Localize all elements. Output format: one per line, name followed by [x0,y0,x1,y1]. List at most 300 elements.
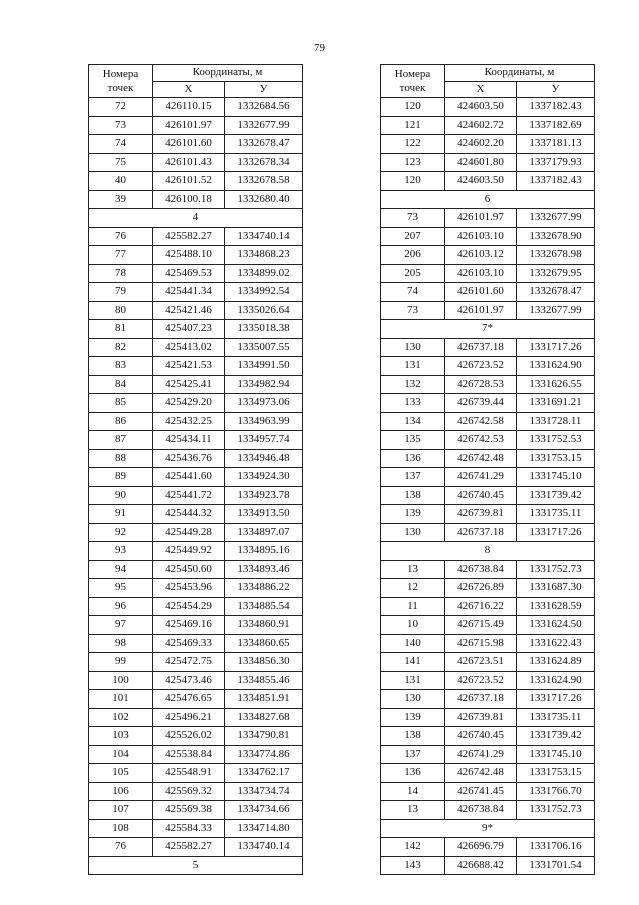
table-row [89,690,303,709]
y-coordinate-cell: 1334897.07 [225,523,303,542]
y-coordinate-cell: 1331766.70 [517,782,595,801]
y-coordinate-cell: 1331745.10 [517,745,595,764]
point-number-cell: 130 [381,690,445,709]
point-number-cell: 93 [89,542,153,561]
header-coordinates: Координаты, м [153,65,303,82]
table-row [381,283,595,302]
table-row [381,597,595,616]
x-coordinate-cell: 426110.15 [153,98,225,117]
table-row [381,153,595,172]
table-row [89,542,303,561]
y-coordinate-cell: 1331691.21 [517,394,595,413]
x-coordinate-cell: 424601.80 [445,153,517,172]
x-coordinate-cell: 426101.97 [445,301,517,320]
table-row [381,412,595,431]
point-number-cell: 81 [89,320,153,339]
section-label: 4 [89,209,303,228]
x-coordinate-cell: 426739.81 [445,505,517,524]
y-coordinate-cell: 1331739.42 [517,727,595,746]
point-number-cell: 103 [89,727,153,746]
point-number-cell: 133 [381,394,445,413]
header-coordinates: Координаты, м [445,65,595,82]
point-number-cell: 87 [89,431,153,450]
header-point-number-line2: точек [107,82,134,94]
point-number-cell: 141 [381,653,445,672]
x-coordinate-cell: 425582.27 [153,227,225,246]
point-number-cell: 142 [381,838,445,857]
x-coordinate-cell: 426741.29 [445,745,517,764]
x-coordinate-cell: 426741.45 [445,782,517,801]
x-coordinate-cell: 425436.76 [153,449,225,468]
section-row [381,819,595,838]
y-coordinate-cell: 1331624.90 [517,357,595,376]
table-row [381,782,595,801]
y-coordinate-cell: 1332678.47 [517,283,595,302]
x-coordinate-cell: 425432.25 [153,412,225,431]
x-coordinate-cell: 425496.21 [153,708,225,727]
x-coordinate-cell: 425569.38 [153,801,225,820]
point-number-cell: 139 [381,708,445,727]
x-coordinate-cell: 426723.52 [445,671,517,690]
table-row [89,671,303,690]
x-coordinate-cell: 425548.91 [153,764,225,783]
point-number-cell: 92 [89,523,153,542]
table-row [89,338,303,357]
section-label: 5 [89,856,303,875]
x-coordinate-cell: 426103.10 [445,264,517,283]
section-label: 8 [381,542,595,561]
x-coordinate-cell: 425413.02 [153,338,225,357]
point-number-cell: 94 [89,560,153,579]
table-row [381,523,595,542]
x-coordinate-cell: 425469.33 [153,634,225,653]
table-row [381,764,595,783]
table-row [381,357,595,376]
table-row [89,505,303,524]
x-coordinate-cell: 425441.34 [153,283,225,302]
x-coordinate-cell: 426101.60 [445,283,517,302]
point-number-cell: 136 [381,449,445,468]
point-number-cell: 79 [89,283,153,302]
table-row [89,190,303,209]
table-row [381,708,595,727]
x-coordinate-cell: 425449.28 [153,523,225,542]
y-coordinate-cell: 1334774.86 [225,745,303,764]
x-coordinate-cell: 425472.75 [153,653,225,672]
y-coordinate-cell: 1334856.30 [225,653,303,672]
table-row [381,727,595,746]
point-number-cell: 130 [381,338,445,357]
point-number-cell: 76 [89,838,153,857]
point-number-cell: 40 [89,172,153,191]
y-coordinate-cell: 1337179.93 [517,153,595,172]
table-row [89,727,303,746]
table-row [89,394,303,413]
table-row [89,782,303,801]
table-row [381,486,595,505]
point-number-cell: 123 [381,153,445,172]
y-coordinate-cell: 1331753.15 [517,449,595,468]
y-coordinate-cell: 1331753.15 [517,764,595,783]
table-row [89,320,303,339]
point-number-cell: 134 [381,412,445,431]
table-row [89,486,303,505]
y-coordinate-cell: 1331701.54 [517,856,595,875]
point-number-cell: 131 [381,671,445,690]
y-coordinate-cell: 1337182.43 [517,172,595,191]
y-coordinate-cell: 1334827.68 [225,708,303,727]
header-y: У [225,81,303,98]
y-coordinate-cell: 1334885.54 [225,597,303,616]
y-coordinate-cell: 1334762.17 [225,764,303,783]
x-coordinate-cell: 426738.84 [445,801,517,820]
table-row [381,745,595,764]
table-row [89,301,303,320]
y-coordinate-cell: 1334734.74 [225,782,303,801]
section-label: 9* [381,819,595,838]
point-number-cell: 96 [89,597,153,616]
point-number-cell: 143 [381,856,445,875]
y-coordinate-cell: 1334963.99 [225,412,303,431]
x-coordinate-cell: 426101.97 [445,209,517,228]
point-number-cell: 101 [89,690,153,709]
point-number-cell: 130 [381,523,445,542]
y-coordinate-cell: 1334740.14 [225,838,303,857]
point-number-cell: 75 [89,153,153,172]
y-coordinate-cell: 1332678.58 [225,172,303,191]
table-row [89,116,303,135]
y-coordinate-cell: 1335007.55 [225,338,303,357]
table-row [89,560,303,579]
y-coordinate-cell: 1331626.55 [517,375,595,394]
table-row [381,671,595,690]
section-row [381,542,595,561]
point-number-cell: 97 [89,616,153,635]
x-coordinate-cell: 426741.29 [445,468,517,487]
x-coordinate-cell: 426737.18 [445,523,517,542]
point-number-cell: 137 [381,745,445,764]
y-coordinate-cell: 1332680.40 [225,190,303,209]
table-row [381,690,595,709]
y-coordinate-cell: 1334740.14 [225,227,303,246]
x-coordinate-cell: 426100.18 [153,190,225,209]
y-coordinate-cell: 1332677.99 [517,301,595,320]
point-number-cell: 98 [89,634,153,653]
y-coordinate-cell: 1334913.50 [225,505,303,524]
y-coordinate-cell: 1334992.54 [225,283,303,302]
table-row [89,819,303,838]
y-coordinate-cell: 1331624.50 [517,616,595,635]
x-coordinate-cell: 425425.41 [153,375,225,394]
x-coordinate-cell: 426101.43 [153,153,225,172]
y-coordinate-cell: 1334946.48 [225,449,303,468]
table-row [89,616,303,635]
x-coordinate-cell: 425488.10 [153,246,225,265]
table-row [89,838,303,857]
table-body [381,98,595,875]
y-coordinate-cell: 1331752.53 [517,431,595,450]
section-label: 7* [381,320,595,339]
point-number-cell: 39 [89,190,153,209]
y-coordinate-cell: 1332678.98 [517,246,595,265]
table-body [89,98,303,875]
x-coordinate-cell: 425407.23 [153,320,225,339]
x-coordinate-cell: 426101.60 [153,135,225,154]
table-row [89,98,303,117]
x-coordinate-cell: 425449.92 [153,542,225,561]
point-number-cell: 132 [381,375,445,394]
y-coordinate-cell: 1334714.80 [225,819,303,838]
y-coordinate-cell: 1331624.89 [517,653,595,672]
section-label: 6 [381,190,595,209]
y-coordinate-cell: 1334973.06 [225,394,303,413]
point-number-cell: 105 [89,764,153,783]
y-coordinate-cell: 1334923.78 [225,486,303,505]
y-coordinate-cell: 1332677.99 [225,116,303,135]
point-number-cell: 99 [89,653,153,672]
coordinates-table-right [380,64,595,875]
point-number-cell: 14 [381,782,445,801]
table-row [89,764,303,783]
x-coordinate-cell: 424602.72 [445,116,517,135]
y-coordinate-cell: 1334790.81 [225,727,303,746]
y-coordinate-cell: 1335026.64 [225,301,303,320]
x-coordinate-cell: 426738.84 [445,560,517,579]
y-coordinate-cell: 1331622.43 [517,634,595,653]
y-coordinate-cell: 1334895.16 [225,542,303,561]
table-row [89,579,303,598]
y-coordinate-cell: 1332678.47 [225,135,303,154]
point-number-cell: 11 [381,597,445,616]
table-row [381,116,595,135]
x-coordinate-cell: 426739.81 [445,708,517,727]
y-coordinate-cell: 1331628.59 [517,597,595,616]
table-row [381,505,595,524]
table-row [381,338,595,357]
x-coordinate-cell: 425454.29 [153,597,225,616]
table-row [381,209,595,228]
table-row [89,264,303,283]
point-number-cell: 138 [381,486,445,505]
section-row [89,209,303,228]
page-number: 79 [314,42,325,54]
table-row [381,227,595,246]
point-number-cell: 90 [89,486,153,505]
x-coordinate-cell: 424602.20 [445,135,517,154]
x-coordinate-cell: 426103.12 [445,246,517,265]
point-number-cell: 85 [89,394,153,413]
header-point-number-line1: Номера [102,68,139,80]
x-coordinate-cell: 426103.10 [445,227,517,246]
table-row [89,634,303,653]
section-row [381,190,595,209]
point-number-cell: 106 [89,782,153,801]
point-number-cell: 73 [381,209,445,228]
table-row [381,449,595,468]
x-coordinate-cell: 426728.53 [445,375,517,394]
y-coordinate-cell: 1331717.26 [517,690,595,709]
point-number-cell: 88 [89,449,153,468]
table-row [381,560,595,579]
y-coordinate-cell: 1334893.46 [225,560,303,579]
table-row [381,616,595,635]
point-number-cell: 206 [381,246,445,265]
point-number-cell: 108 [89,819,153,838]
point-number-cell: 102 [89,708,153,727]
x-coordinate-cell: 425538.84 [153,745,225,764]
y-coordinate-cell: 1337181.13 [517,135,595,154]
table-row [381,135,595,154]
y-coordinate-cell: 1331706.16 [517,838,595,857]
y-coordinate-cell: 1332678.90 [517,227,595,246]
x-coordinate-cell: 425429.20 [153,394,225,413]
point-number-cell: 73 [381,301,445,320]
x-coordinate-cell: 425469.53 [153,264,225,283]
y-coordinate-cell: 1334924.30 [225,468,303,487]
point-number-cell: 89 [89,468,153,487]
y-coordinate-cell: 1335018.38 [225,320,303,339]
table-row [381,246,595,265]
table-row [89,431,303,450]
y-coordinate-cell: 1331717.26 [517,523,595,542]
point-number-cell: 135 [381,431,445,450]
y-coordinate-cell: 1334899.02 [225,264,303,283]
y-coordinate-cell: 1331735.11 [517,708,595,727]
table-row [381,653,595,672]
header-y: У [517,81,595,98]
point-number-cell: 100 [89,671,153,690]
point-number-cell: 86 [89,412,153,431]
table-row [381,264,595,283]
header-point-number-line1: Номера [394,68,431,80]
x-coordinate-cell: 426715.98 [445,634,517,653]
point-number-cell: 76 [89,227,153,246]
y-coordinate-cell: 1331687.30 [517,579,595,598]
point-number-cell: 205 [381,264,445,283]
table-row [381,838,595,857]
x-coordinate-cell: 426742.48 [445,449,517,468]
point-number-cell: 91 [89,505,153,524]
table-row [89,468,303,487]
y-coordinate-cell: 1337182.69 [517,116,595,135]
x-coordinate-cell: 426715.49 [445,616,517,635]
y-coordinate-cell: 1331717.26 [517,338,595,357]
y-coordinate-cell: 1334734.66 [225,801,303,820]
point-number-cell: 136 [381,764,445,783]
point-number-cell: 80 [89,301,153,320]
table-row [89,357,303,376]
x-coordinate-cell: 426737.18 [445,338,517,357]
point-number-cell: 10 [381,616,445,635]
table-row [89,227,303,246]
point-number-cell: 139 [381,505,445,524]
x-coordinate-cell: 425441.60 [153,468,225,487]
x-coordinate-cell: 426688.42 [445,856,517,875]
x-coordinate-cell: 426726.89 [445,579,517,598]
point-number-cell: 13 [381,801,445,820]
y-coordinate-cell: 1334860.91 [225,616,303,635]
header-point-number-line2: точек [399,82,426,94]
table-row [89,523,303,542]
table-row [381,394,595,413]
x-coordinate-cell: 425473.46 [153,671,225,690]
point-number-cell: 121 [381,116,445,135]
point-number-cell: 13 [381,560,445,579]
x-coordinate-cell: 425526.02 [153,727,225,746]
table-row [381,634,595,653]
x-coordinate-cell: 425584.33 [153,819,225,838]
point-number-cell: 207 [381,227,445,246]
point-number-cell: 82 [89,338,153,357]
point-number-cell: 73 [89,116,153,135]
y-coordinate-cell: 1331752.73 [517,560,595,579]
x-coordinate-cell: 425582.27 [153,838,225,857]
section-row [89,856,303,875]
table-row [381,801,595,820]
x-coordinate-cell: 426696.79 [445,838,517,857]
table-row [381,431,595,450]
x-coordinate-cell: 424603.50 [445,172,517,191]
y-coordinate-cell: 1334855.46 [225,671,303,690]
point-number-cell: 140 [381,634,445,653]
x-coordinate-cell: 424603.50 [445,98,517,117]
table-row [381,301,595,320]
x-coordinate-cell: 425476.65 [153,690,225,709]
point-number-cell: 83 [89,357,153,376]
y-coordinate-cell: 1331752.73 [517,801,595,820]
header-point-number [381,65,445,98]
point-number-cell: 78 [89,264,153,283]
point-number-cell: 137 [381,468,445,487]
point-number-cell: 104 [89,745,153,764]
table-row [381,375,595,394]
header-x: X [153,81,225,98]
table-row [381,172,595,191]
x-coordinate-cell: 425421.46 [153,301,225,320]
table-row [381,98,595,117]
table-row [89,449,303,468]
x-coordinate-cell: 426742.53 [445,431,517,450]
table-row [89,801,303,820]
x-coordinate-cell: 425441.72 [153,486,225,505]
point-number-cell: 72 [89,98,153,117]
x-coordinate-cell: 426742.48 [445,764,517,783]
header-point-number [89,65,153,98]
y-coordinate-cell: 1337182.43 [517,98,595,117]
x-coordinate-cell: 426742.58 [445,412,517,431]
table-row [89,246,303,265]
y-coordinate-cell: 1331739.42 [517,486,595,505]
point-number-cell: 84 [89,375,153,394]
point-number-cell: 77 [89,246,153,265]
x-coordinate-cell: 425434.11 [153,431,225,450]
point-number-cell: 120 [381,172,445,191]
x-coordinate-cell: 425421.53 [153,357,225,376]
x-coordinate-cell: 425450.60 [153,560,225,579]
point-number-cell: 107 [89,801,153,820]
x-coordinate-cell: 426740.45 [445,727,517,746]
y-coordinate-cell: 1332679.95 [517,264,595,283]
table-row [381,468,595,487]
table-row [89,153,303,172]
x-coordinate-cell: 425444.32 [153,505,225,524]
point-number-cell: 74 [89,135,153,154]
point-number-cell: 138 [381,727,445,746]
table-row [381,579,595,598]
table-row [89,745,303,764]
y-coordinate-cell: 1334868.23 [225,246,303,265]
x-coordinate-cell: 426739.44 [445,394,517,413]
